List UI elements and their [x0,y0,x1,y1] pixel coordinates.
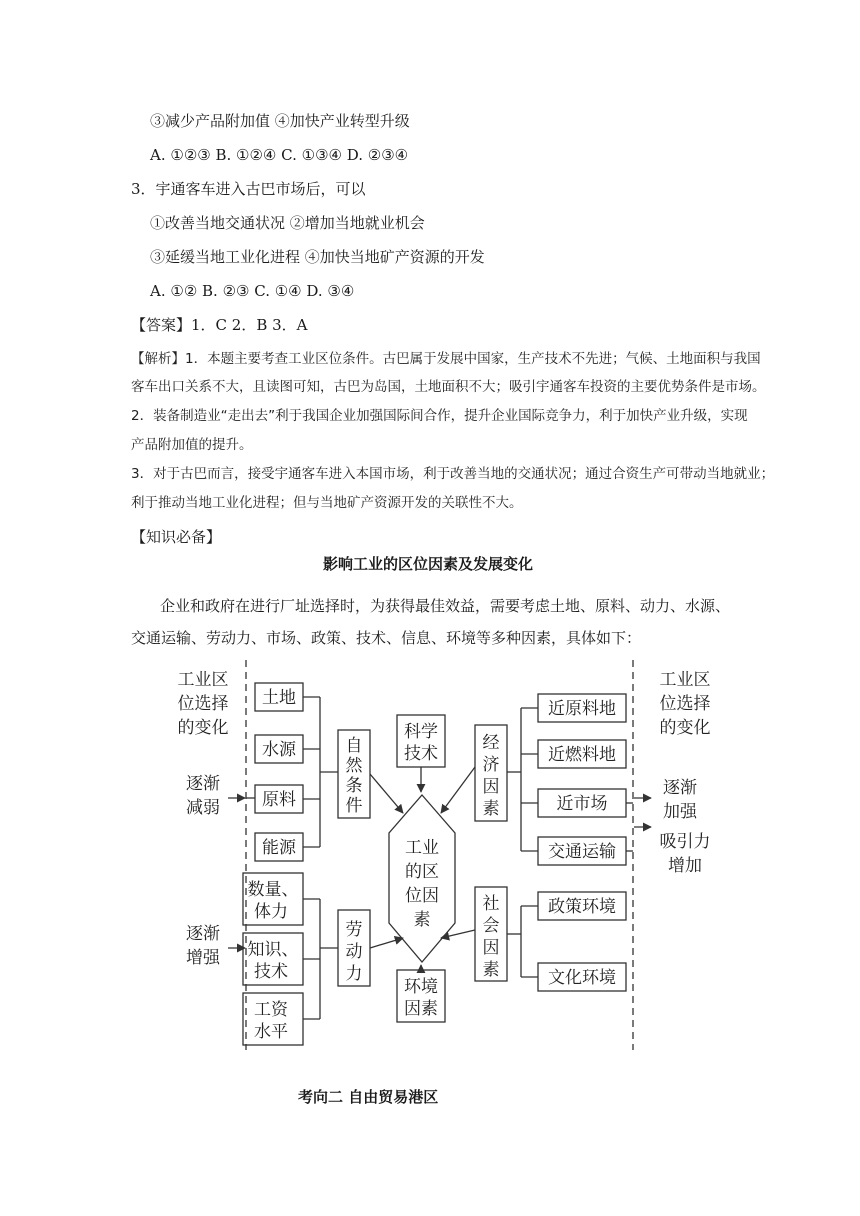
label-near-raw-material: 近原料地 [548,699,616,719]
right-header-l2: 位选择 [659,694,711,714]
knowledge-header: 【知识必备】 [131,528,222,546]
label-water: 水源 [262,740,296,760]
analysis-line-6: 利于推动当地工业化进程；但与当地矿产资源开发的关联性不大。 [131,495,523,511]
labor-3-l1: 工资 [254,1000,288,1020]
social-c4: 素 [482,960,500,980]
label-near-fuel: 近燃料地 [548,745,616,765]
environment-l1: 环境 [404,977,438,997]
label-land: 土地 [262,688,296,708]
answer-line: 【答案】1．C 2．B 3．A [131,316,308,334]
left-header-l2: 位选择 [177,694,229,714]
left-header-l3: 的变化 [177,718,229,738]
center-l2: 的区 [405,862,439,882]
center-l3: 位因 [405,886,439,906]
natural-c2: 然 [345,756,363,776]
natural-c3: 条 [345,776,363,796]
knowledge-paragraph-2: 交通运输、劳动力、市场、政策、技术、信息、环境等多种因素，具体如下： [131,629,642,647]
natural-c1: 自 [345,736,363,756]
labor-2-l2: 技术 [254,962,288,982]
labor-2-l1: 知识、 [247,940,299,960]
q2-options-line: ③减少产品附加值 ④加快产业转型升级 [150,112,410,130]
attract-l2: 增加 [668,856,702,876]
label-cultural-environment: 文化环境 [548,968,616,988]
labor-1-l2: 体力 [254,902,288,922]
labor-c2: 动 [345,942,363,962]
labor-c3: 力 [345,964,363,984]
section-footer-title: 考向二 自由贸易港区 [298,1088,439,1106]
label-raw-material: 原料 [262,790,296,810]
social-c1: 社 [482,894,500,914]
labor-c1: 劳 [345,920,363,940]
economic-c3: 因 [482,777,500,797]
labor-3-l2: 水平 [254,1022,288,1042]
science-l2: 技术 [404,744,438,764]
label-near-market: 近市场 [556,794,608,814]
weaken-l2: 减弱 [186,798,220,818]
knowledge-title: 影响工业的区位因素及发展变化 [323,555,534,573]
environment-l2: 因素 [404,999,438,1019]
economic-c2: 济 [482,755,500,775]
q3-options-34: ③延缓当地工业化进程 ④加快当地矿产资源的开发 [150,248,485,266]
analysis-line-2: 客车出口关系不大，且读图可知，古巴为岛国，土地面积不大；吸引宇通客车投资的主要优势条件是市场。 [131,379,766,395]
strengthen-right-l2: 加强 [663,802,697,822]
attract-l1: 吸引力 [659,832,711,852]
q3-choices: A. ①② B. ②③ C. ①④ D. ③④ [150,282,355,300]
strengthen-left-l1: 逐渐 [186,924,220,944]
natural-c4: 件 [345,796,363,816]
social-c2: 会 [482,916,500,936]
label-energy: 能源 [262,838,296,858]
analysis-line-3: 2．装备制造业“走出去”利于我国企业加强国际间合作，提升企业国际竞争力，利于加快产业升级，实现 [131,408,748,424]
economic-c4: 素 [482,799,500,819]
analysis-line-4: 产品附加值的提升。 [131,437,253,453]
analysis-line-5: 3．对于古巴而言，接受宇通客车进入本国市场，利于改善当地的交通状况；通过合资生产可带动当地就业； [131,466,775,482]
strengthen-left-l2: 增强 [186,948,220,968]
q2-choices: A. ①②③ B. ①②④ C. ①③④ D. ②③④ [150,146,409,164]
center-l1: 工业 [405,838,439,858]
knowledge-paragraph-1: 企业和政府在进行厂址选择时，为获得最佳效益，需要考虑土地、原料、动力、水源、 [160,597,731,615]
strengthen-right-l1: 逐渐 [663,778,697,798]
industrial-location-diagram [165,655,735,1055]
left-header-l1: 工业区 [177,670,229,690]
right-header-l3: 的变化 [659,718,711,738]
analysis-line-1: 【解析】1．本题主要考查工业区位条件。古巴属于发展中国家，生产技术不先进；气候、土地面积与我国 [131,351,761,367]
labor-1-l1: 数量、 [247,880,299,900]
economic-c1: 经 [482,733,500,753]
center-l4: 素 [413,910,431,930]
social-c3: 因 [482,938,500,958]
science-l1: 科学 [404,722,438,742]
label-policy-environment: 政策环境 [548,897,616,917]
right-header-l1: 工业区 [659,670,711,690]
q3-stem: 3．宇通客车进入古巴市场后，可以 [131,180,366,198]
weaken-l1: 逐渐 [186,774,220,794]
label-transport: 交通运输 [548,842,616,862]
q3-options-12: ①改善当地交通状况 ②增加当地就业机会 [150,214,425,232]
